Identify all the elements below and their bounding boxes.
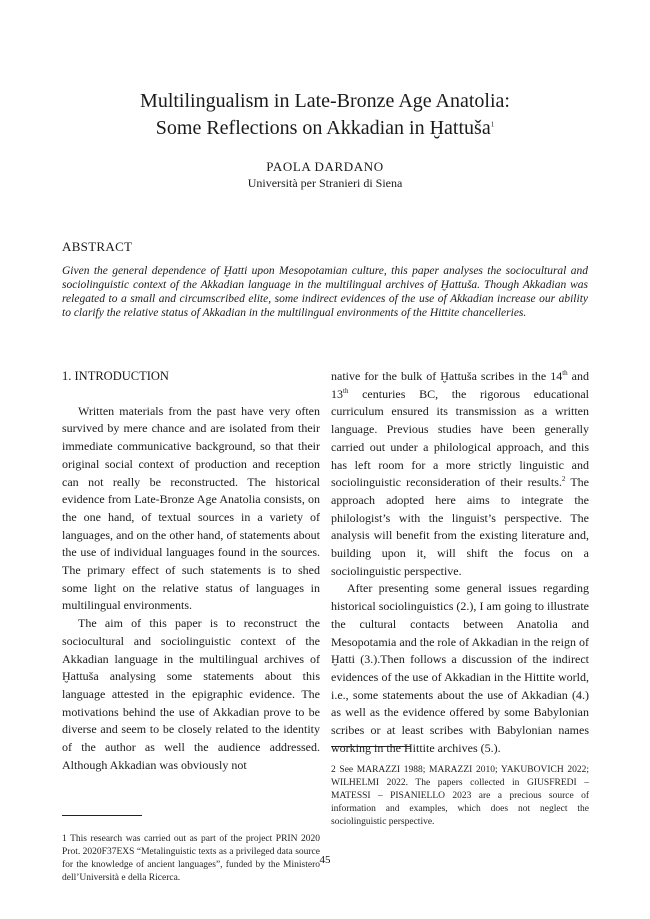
author-affiliation: Università per Stranieri di Siena <box>247 176 403 190</box>
paragraph-3-part-d: The approach adopted here aims to integrate the philologist’s with the linguist’s perspective. The analysis will benefit from the existing literature and, building upon it, will shift the focus on a sociolinguistic perspective. <box>331 475 589 578</box>
author-name: PAOLA DARDANO <box>266 159 384 174</box>
abstract-text: Given the general dependence of Ḫatti upon Mesopotamian culture, this paper analyses the sociocultural and sociolinguistic context of the Akkadian language in the multilingual archives of Ḫattuša. Though Akkadian was relegated to a small and circumscribed elite, some indirect evidences of the use of Akkadian increase our ability to clarify the relative status of Akkadian in the multilingual environments of the Hittite chancelleries. <box>62 265 588 319</box>
left-column <box>62 368 320 774</box>
paper-title <box>0 88 650 142</box>
superscript-th-2: th <box>343 386 349 395</box>
paragraph-2: The aim of this paper is to reconstruct the sociocultural and sociolinguistic context of the Akkadian language in the multilingual archives of Ḫattuša analysing some statements about this language attested in the epigraphic evidence. The motivations behind the use of Akkadian prove to be diverse and seem to be closely related to the identity of the author as well the audience addressed. Although Akkadian was obviously not <box>62 616 320 772</box>
title-line-1: Multilingualism in Late-Bronze Age Anatolia: <box>140 90 510 112</box>
superscript-th-1: th <box>562 369 568 377</box>
title-block <box>0 88 650 142</box>
section-heading: 1. INTRODUCTION <box>62 369 169 383</box>
footnote-1: 1 This research was carried out as part of the project PRIN 2020 Prot. 2020F37EXS “Metalinguistic texts as a privileged data source for the knowledge of ancient languages”, funded by the Ministero dell’Università e della Ricerca. <box>62 834 320 883</box>
title-footnote-ref: 1 <box>490 120 495 129</box>
paragraph-3-part-b: and 13 <box>331 369 590 401</box>
page-number: 45 <box>319 854 331 866</box>
title-line-2 <box>0 115 650 142</box>
footnote-ref-2: 2 <box>561 475 566 484</box>
paragraph-4: After presenting some general issues regarding historical sociolinguistics (2.), I am going to illustrate the cultural contacts between Anatolia and Mesopotamia and the role of Akkadian in the reign of Ḫatti (3.).Then follows a discussion of the indirect evidences of the use of Akkadian in the Hittite world, i.e., some statements about the use of Akkadian (4.) as well as the evidence offered by some Babylonian scribes or at least scribes with Babylonian names working in the Hittite archives (5.). <box>331 581 589 755</box>
paragraph-3 <box>331 368 589 580</box>
title-line-2-text: Some Reflections on Akkadian in Ḫattuša <box>155 117 491 139</box>
right-column <box>331 368 589 757</box>
paragraph-1: Written materials from the past have very often survived by mere chance and are isolated from their immediate communicative background, so that their original social context of production and reception can not really be reconstructed. The historical evidence from Late-Bronze Age Anatolia consists, on the one hand, of textual sources in a variety of languages, and on the other hand, of statements about the use of individual languages found in the sources. The primary effect of such statements is to shed some light on the relative status of languages in multilingual environments. <box>62 403 320 613</box>
paragraph-3-part-c: centuries BC, the rigorous educational curriculum ensured its transmission as a written language. Previous studies have been generally carried out under a philological approach, and this has left room for a more strictly linguistic and sociolinguistic reconsideration of their results. <box>331 386 589 490</box>
abstract-heading: ABSTRACT <box>62 239 133 254</box>
paragraph-3-part-a: native for the bulk of Ḫattuša scribes in the 14 <box>331 369 563 383</box>
footnote-divider-right <box>331 746 411 747</box>
footnote-2: 2 See MARAZZI 1988; MARAZZI 2010; YAKUBOVICH 2022; WILHELMI 2022. The papers collected in GIUSFREDI – MATESSI – PISANIELLO 2023 are a precious source of information and examples, which does not neglect the sociolinguistic perspective. <box>331 765 589 827</box>
author-block <box>0 158 650 192</box>
footnote-divider-left <box>62 815 142 816</box>
